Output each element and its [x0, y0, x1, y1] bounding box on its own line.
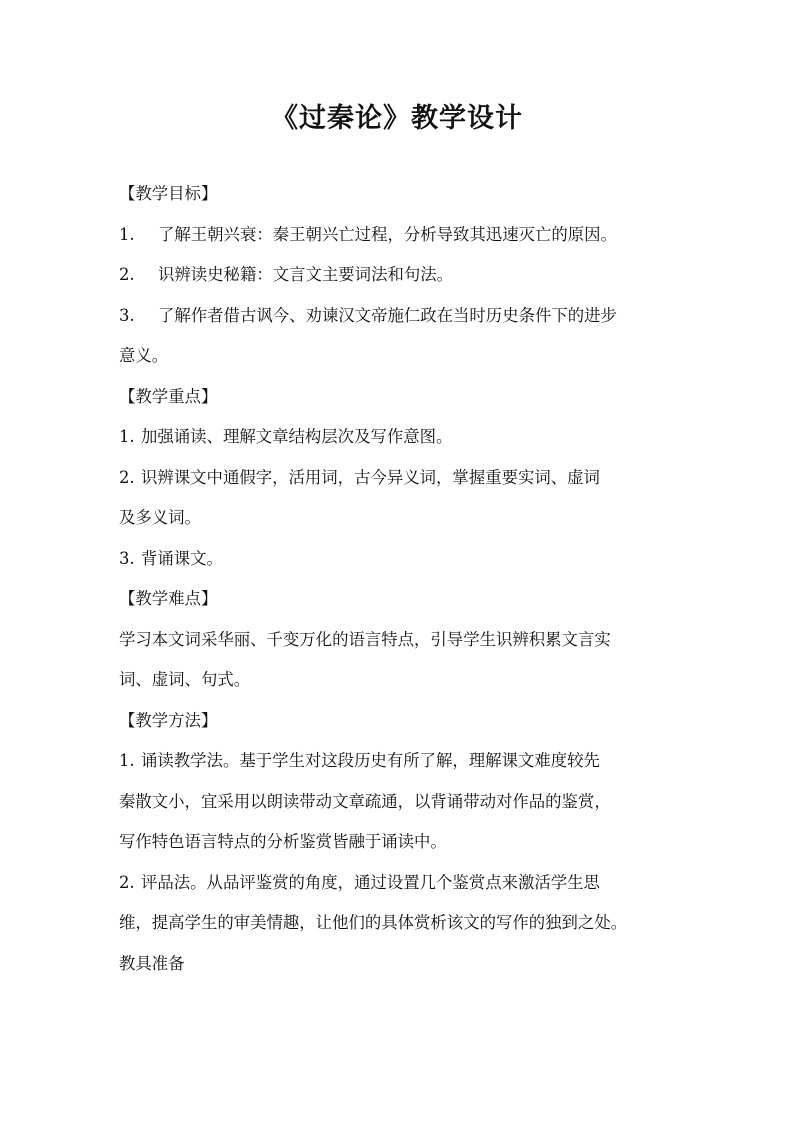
key-point-item-3: [119, 539, 679, 580]
section-heading-methods: 【教学方法】: [119, 710, 218, 730]
goal-item-1: [119, 215, 679, 256]
difficulties-text-line-1: 学习本文词采华丽、千变万化的语言特点，引导学生识辨积累文言实: [119, 629, 611, 649]
document-body: [119, 174, 679, 984]
goal-item-2-number: 2.: [119, 265, 135, 284]
goal-item-3-line-2: 意义。: [119, 346, 169, 365]
method-item-2-number: 2.: [119, 872, 135, 892]
method-item-1-number: 1.: [119, 751, 135, 770]
goal-item-3-number: 3.: [119, 305, 135, 325]
key-point-item-2-line-1: [119, 458, 679, 499]
method-item-1-line-1: [119, 741, 679, 782]
method-item-2-line-1: [119, 863, 679, 904]
method-item-1-line-3: 写作特色语言特点的分析鉴赏皆融于诵读中。: [119, 832, 447, 851]
goal-item-1-number: 1.: [119, 224, 135, 244]
section-heading-goals: 【教学目标】: [119, 184, 218, 203]
key-point-item-2-number: 2.: [119, 467, 135, 487]
difficulties-text-line-2: 词、虚词、句式。: [119, 670, 251, 689]
key-point-item-2-text-1: 识辨课文中通假字，活用词，古今异义词，掌握重要实词、虚词: [141, 467, 600, 487]
goal-item-1-text: 了解王朝兴衰：秦王朝兴亡过程，分析导致其迅速灭亡的原因。: [158, 224, 617, 244]
key-point-item-1-number: 1.: [119, 427, 135, 446]
section-heading-difficulties: 【教学难点】: [119, 589, 218, 608]
key-point-item-1: [119, 417, 679, 458]
goal-item-3-line-1: [119, 296, 679, 337]
key-point-item-2-line-2: 及多义词。: [119, 508, 201, 527]
key-point-item-3-text: 背诵课文。: [141, 548, 223, 568]
section-heading-key-points: 【教学重点】: [119, 386, 218, 406]
goal-item-3-text-1: 了解作者借古讽今、劝谏汉文帝施仁政在当时历史条件下的进步: [158, 305, 617, 325]
goal-item-2: [119, 255, 679, 296]
method-item-2-line-2: 维，提高学生的审美情趣，让他们的具体赏析该文的写作的独到之处。: [119, 913, 628, 932]
method-item-1-text-1: 诵读教学法。基于学生对这段历史有所了解，理解课文难度较先: [141, 751, 600, 770]
section-heading-tools: 教具准备: [119, 953, 185, 973]
document-title: 《过秦论》教学设计: [271, 103, 523, 134]
key-point-item-1-text: 加强诵读、理解文章结构层次及写作意图。: [141, 427, 453, 446]
goal-item-2-text: 识辨读史秘籍：文言文主要词法和句法。: [158, 265, 454, 284]
key-point-item-3-number: 3.: [119, 548, 135, 568]
method-item-2-text-1: 评品法。从品评鉴赏的角度，通过设置几个鉴赏点来激活学生思: [141, 872, 600, 892]
method-item-1-line-2: 秦散文小，宜采用以朗读带动文章疏通，以背诵带动对作品的鉴赏，: [119, 791, 611, 811]
